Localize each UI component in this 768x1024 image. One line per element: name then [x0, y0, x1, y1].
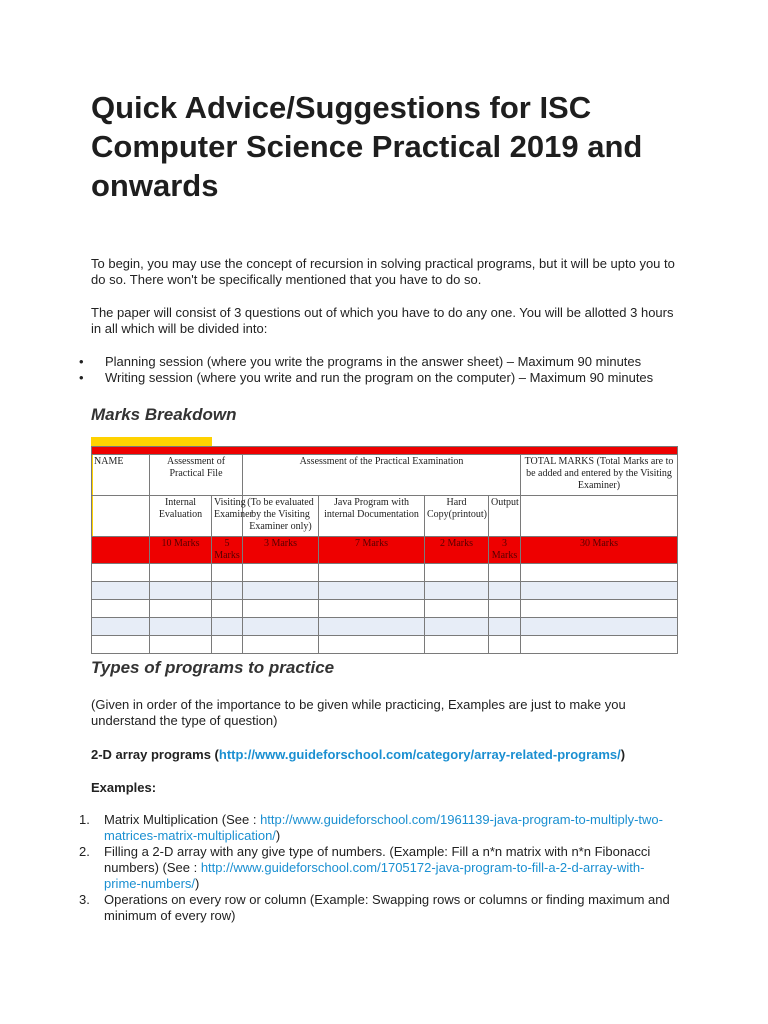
table-header-exam: Assessment of the Practical Examination [243, 455, 521, 496]
page-title: Quick Advice/Suggestions for ISC Computer Science Practical 2019 and onwards [91, 90, 643, 203]
examples-label: Examples: [91, 780, 157, 795]
example-text: Operations on every row or column (Example: Swapping rows or columns or finding maximum and minimum of every row) [104, 892, 670, 923]
highlight-strip [91, 437, 212, 446]
table-header-output: Output [489, 496, 521, 537]
list-item [79, 844, 681, 892]
table-row [92, 636, 678, 654]
types-heading: Types of programs to practice [91, 658, 335, 677]
table-header-visiting: Visiting Examiner [212, 496, 243, 537]
example-text: Filling a 2-D array with any give type of numbers. (Example: Fill a n*n matrix with n*n Fibonacci numbers) (See : [104, 844, 651, 875]
table-header-name: NAME [92, 455, 150, 496]
paper-paragraph: The paper will consist of 3 questions out of which you have to do any one. You will be allotted 3 hours in all which will be divided into: [91, 305, 674, 336]
table-cell [92, 496, 150, 537]
examples-list [79, 812, 681, 924]
table-row [92, 600, 678, 618]
marks-heading: Marks Breakdown [91, 405, 237, 424]
example-link[interactable]: http://www.guideforschool.com/1705172-java-program-to-fill-a-2-d-array-with-prime-numbers/ [104, 860, 645, 891]
example-after: ) [275, 828, 281, 843]
list-number: 1. [79, 812, 90, 827]
marks-cell: 30 Marks [521, 537, 678, 564]
intro-paragraph: To begin, you may use the concept of recursion in solving practical programs, but it will be upto you to do so. There won't be specifically mentioned that you have to do so. [91, 256, 675, 287]
marks-cell: 3 Marks [243, 537, 319, 564]
list-item: • Writing session (where you write and run the program on the computer) – Maximum 90 minutes [91, 370, 653, 386]
marks-cell: 5 Marks [212, 537, 243, 564]
list-item [79, 892, 681, 924]
table-cell [92, 537, 150, 564]
marks-cell: 3 Marks [489, 537, 521, 564]
marks-cell: 10 Marks [150, 537, 212, 564]
array-close: ) [620, 747, 626, 762]
table-header-internal: Internal Evaluation [150, 496, 212, 537]
example-after: ) [195, 876, 200, 891]
array-label: 2-D array programs ( [91, 747, 219, 762]
types-note: (Given in order of the importance to be given while practicing, Examples are just to make you understand the type of question) [91, 697, 626, 728]
table-header-file: Assessment of Practical File [150, 455, 243, 496]
marks-table [91, 446, 678, 654]
marks-cell: 7 Marks [319, 537, 425, 564]
table-cell [521, 496, 678, 537]
list-number: 3. [79, 892, 90, 907]
array-programs-line [91, 747, 681, 763]
example-text: Matrix Multiplication (See : [104, 812, 261, 827]
example-link[interactable]: http://www.guideforschool.com/1961139-java-program-to-multiply-two-matrices-matrix-multiplication/ [104, 812, 663, 843]
table-row [92, 618, 678, 636]
table-header-total: TOTAL MARKS (Total Marks are to be added and entered by the Visiting Examiner) [521, 455, 678, 496]
session-list [91, 354, 653, 386]
list-item: • Planning session (where you write the programs in the answer sheet) – Maximum 90 minutes [91, 354, 653, 370]
marks-table-image [91, 437, 677, 659]
table-row [92, 582, 678, 600]
table-header-evaluated: (To be evaluated by the Visiting Examiner only) [243, 496, 319, 537]
marks-cell: 2 Marks [425, 537, 489, 564]
list-item [79, 812, 681, 844]
array-programs-link[interactable]: http://www.guideforschool.com/category/array-related-programs/ [218, 747, 621, 762]
table-top-bar [92, 447, 678, 455]
table-row [92, 564, 678, 582]
table-header-java: Java Program with internal Documentation [319, 496, 425, 537]
list-number: 2. [79, 844, 90, 859]
table-header-hardcopy: Hard Copy(printout) [425, 496, 489, 537]
